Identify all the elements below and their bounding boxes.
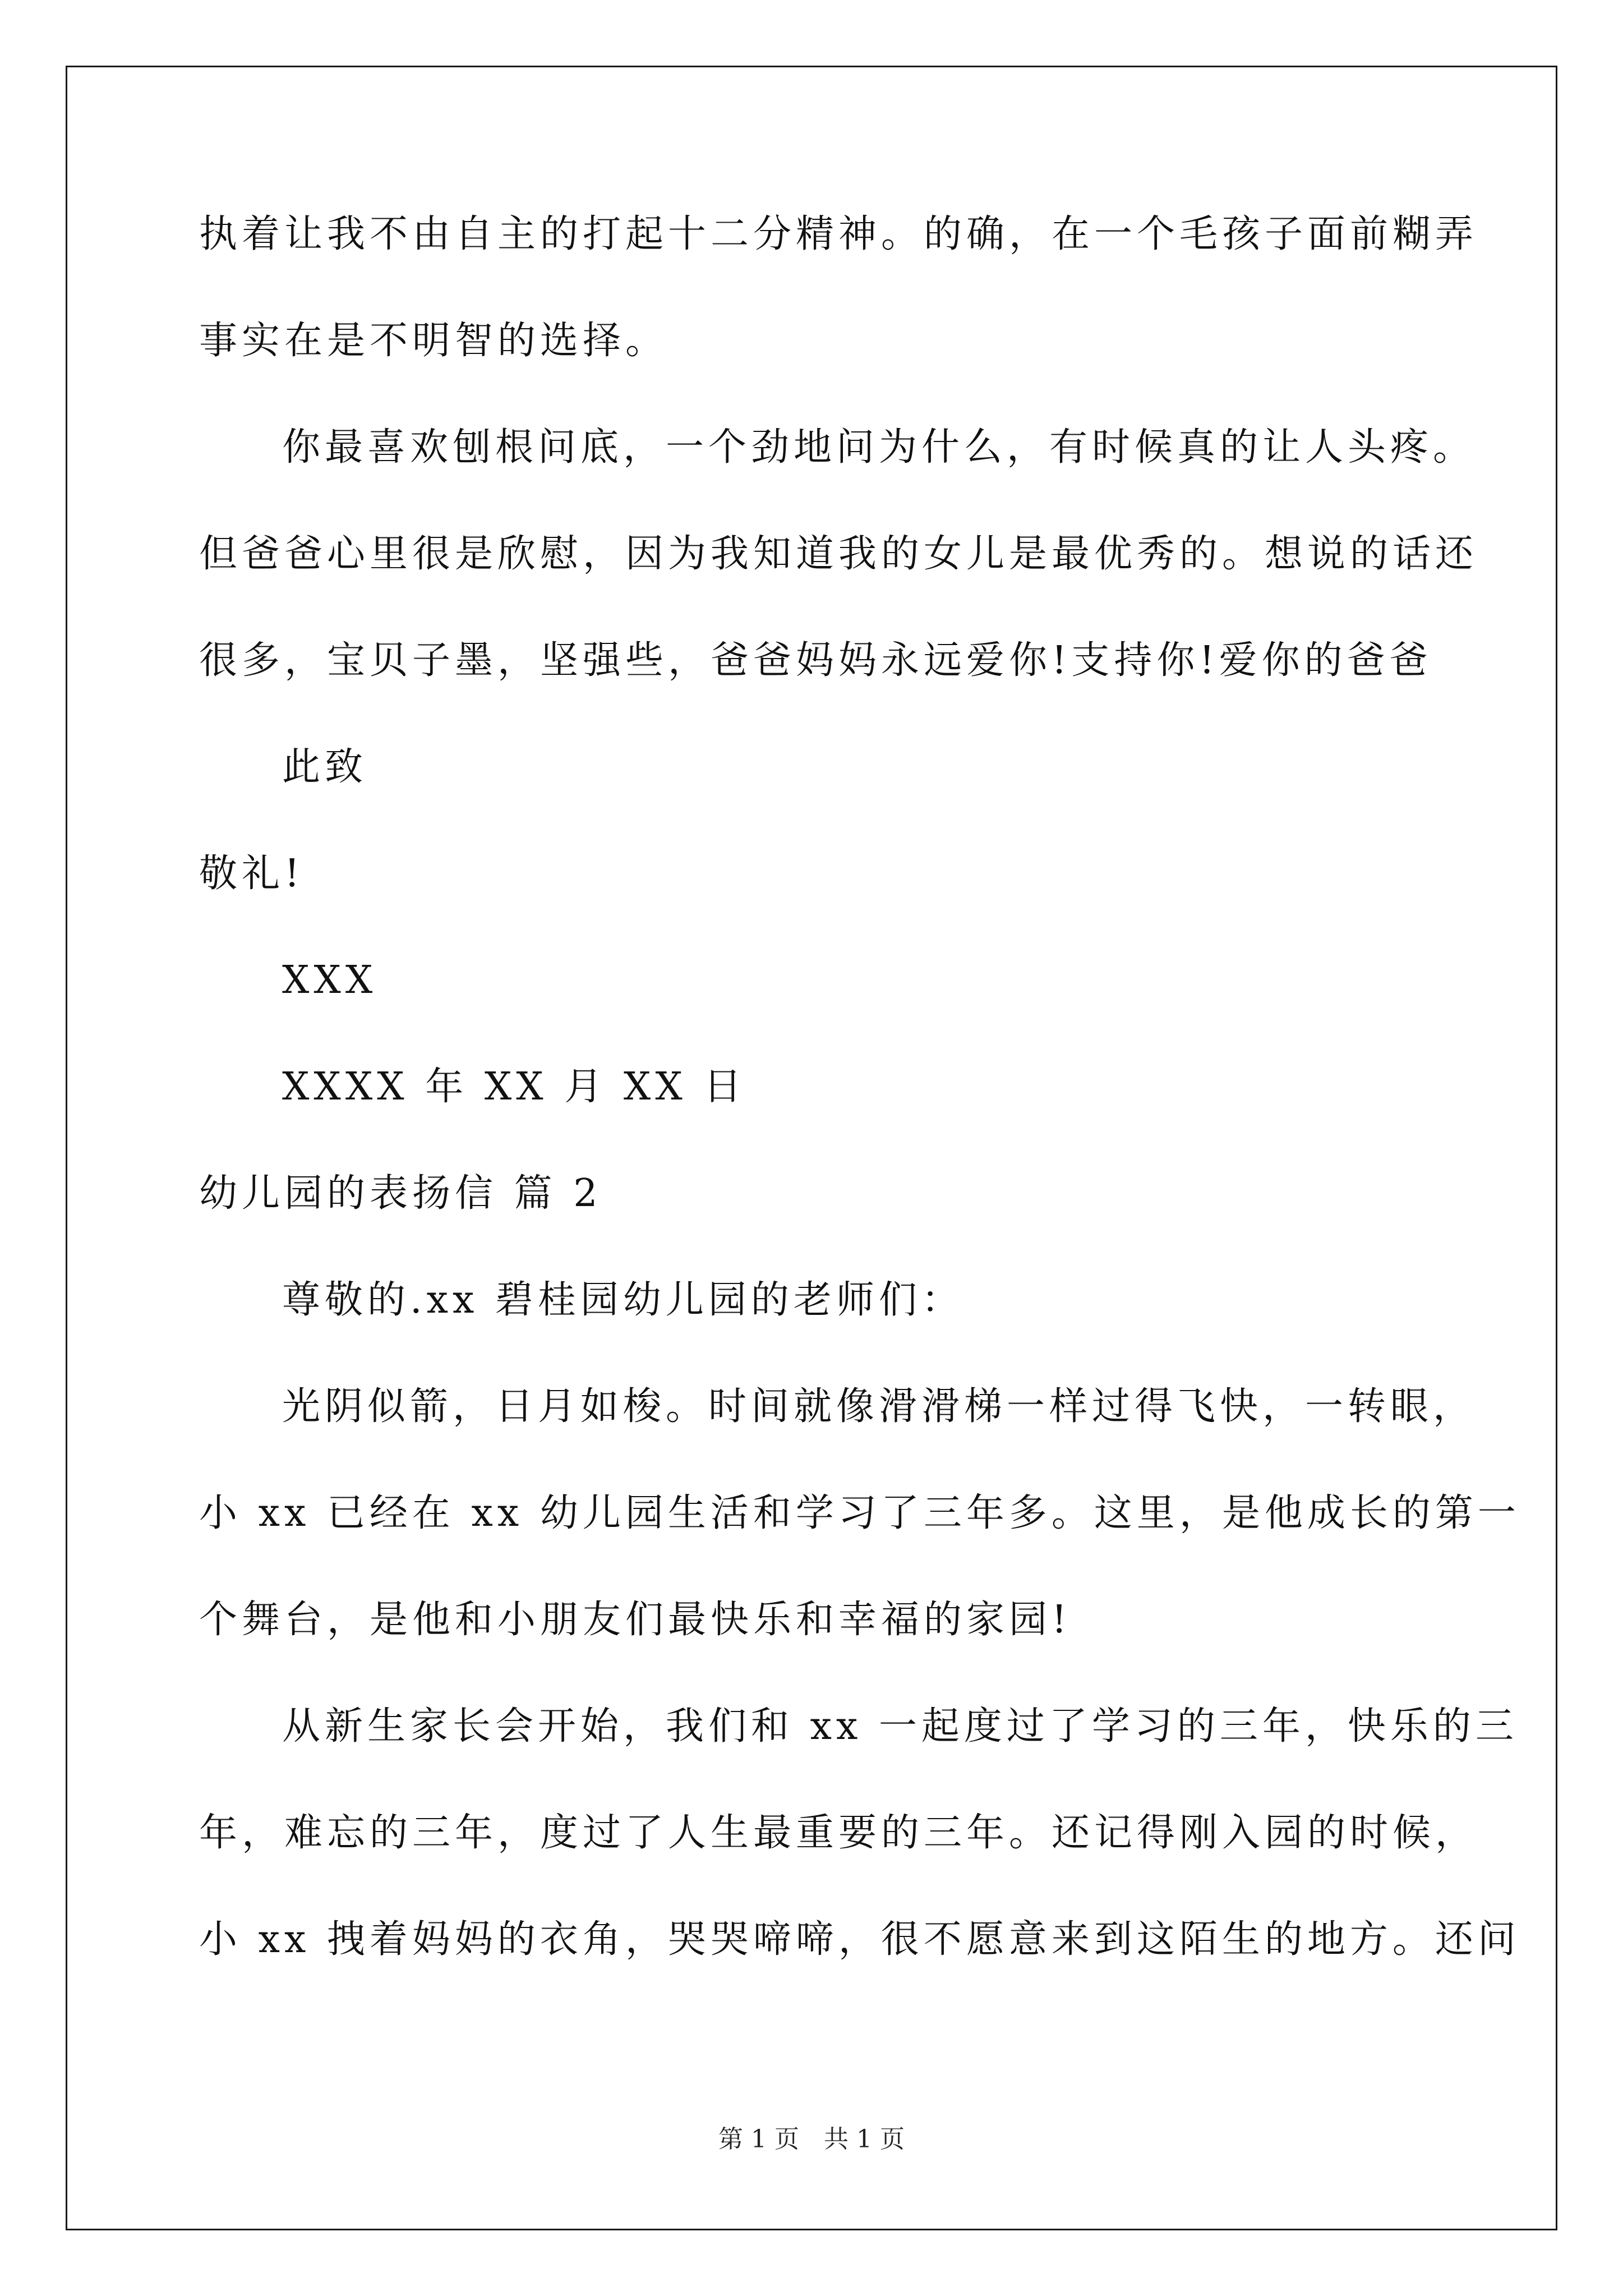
- text-line: 小 xx 已经在 xx 幼儿园生活和学习了三年多。这里，是他成长的第一: [199, 1491, 1520, 1535]
- text-line: 很多，宝贝子墨，坚强些，爸爸妈妈永远爱你!支持你!爱你的爸爸: [199, 638, 1432, 683]
- page-border: [66, 66, 1557, 2230]
- text-line: 年，难忘的三年，度过了人生最重要的三年。还记得刚入园的时候，: [199, 1811, 1478, 1855]
- signature: XXX: [282, 958, 377, 1002]
- section-heading: 幼儿园的表扬信 篇 2: [199, 1171, 602, 1216]
- text-line: 小 xx 拽着妈妈的衣角，哭哭啼啼，很不愿意来到这陌生的地方。还问: [199, 1917, 1520, 1962]
- paragraph-start: 光阴似箭，日月如梭。时间就像滑滑梯一样过得飞快，一转眼，: [282, 1384, 1476, 1429]
- text-line: 执着让我不由自主的打起十二分精神。的确，在一个毛孩子面前糊弄: [199, 212, 1478, 256]
- greeting: 尊敬的.xx 碧桂园幼儿园的老师们：: [282, 1278, 964, 1322]
- text-line: 个舞台，是他和小朋友们最快乐和幸福的家园!: [199, 1598, 1072, 1642]
- text-line: 但爸爸心里很是欣慰，因为我知道我的女儿是最优秀的。想说的话还: [199, 532, 1478, 576]
- paragraph-start: 你最喜欢刨根问底，一个劲地问为什么，有时候真的让人头疼。: [282, 425, 1476, 470]
- page-footer: 第 1 页 共 1 页: [718, 2125, 905, 2154]
- date-line: XXXX 年 XX 月 XX 日: [282, 1065, 746, 1109]
- paragraph-start: 从新生家长会开始，我们和 xx 一起度过了学习的三年，快乐的三: [282, 1704, 1518, 1749]
- closing-regards: 敬礼!: [199, 852, 305, 896]
- text-line: 事实在是不明智的选择。: [199, 319, 668, 363]
- closing-salutation: 此致: [282, 745, 368, 789]
